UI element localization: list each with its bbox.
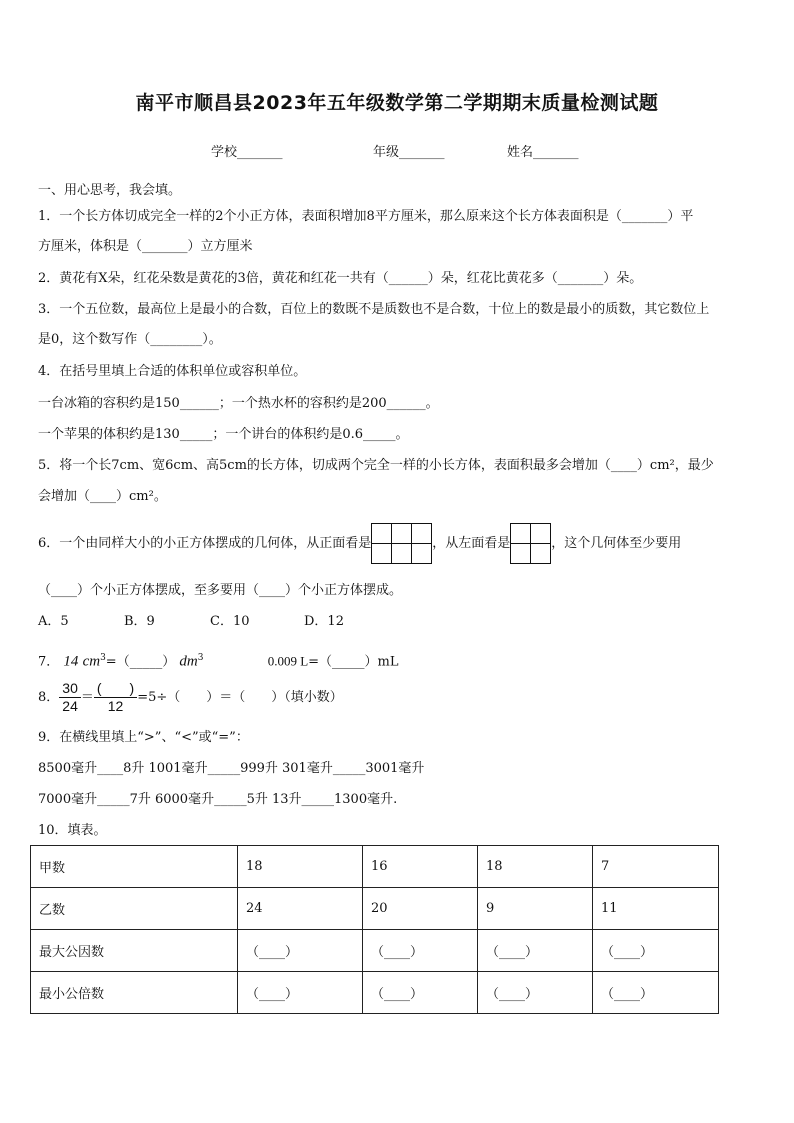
table-cell: 9: [478, 888, 593, 930]
answer-blank[interactable]: （____）: [363, 972, 478, 1014]
answer-blank[interactable]: （____）: [238, 930, 363, 972]
question-3-line-1: 3．一个五位数，最高位上是最小的合数，百位上的数既不是质数也不是合数，十位上的数是最小的质数，其它数位上: [38, 302, 710, 317]
row-label: 乙数: [31, 888, 238, 930]
fraction-2-numerator: ( ): [94, 680, 137, 698]
question-3-line-2: 是0，这个数写作（________）。: [38, 332, 222, 347]
fraction-30-24: [59, 680, 81, 715]
q7-blank-2: =（_____）mL: [308, 654, 399, 670]
question-7-number: 7．: [38, 654, 60, 670]
question-8: [38, 680, 343, 716]
options-row: [38, 614, 344, 630]
equals-sign: ＝: [80, 690, 94, 705]
table-row: [31, 930, 719, 972]
fraction-2-denominator: 12: [107, 698, 124, 714]
option-a: A．5: [38, 614, 69, 629]
section-heading: 一、用心思考，我会填。: [38, 183, 182, 198]
front-view-grid: [371, 523, 432, 564]
table-cell: 20: [363, 888, 478, 930]
table-cell: 16: [363, 846, 478, 888]
question-9-b: 7000毫升_____7升 6000毫升_____5升 13升_____1300毫升.: [38, 792, 398, 807]
question-5-line-1: 5．将一个长7cm、宽6cm、高5cm的长方体，切成两个完全一样的小长方体，表面积最多会增加（____）cm²，最少: [38, 458, 714, 473]
question-9-a: 8500毫升____8升 1001毫升_____999升 301毫升_____3001毫升: [38, 761, 425, 776]
q7-value-2: 0.009 L: [267, 653, 309, 669]
option-b: B．9: [124, 614, 155, 629]
table-row: [31, 972, 719, 1014]
answer-blank[interactable]: （____）: [238, 972, 363, 1014]
question-6-line-2: （____）个小正方体摆成，至多要用（____）个小正方体摆成。: [38, 583, 403, 598]
q7-unit-dm-exponent: 3: [197, 653, 204, 663]
fraction-1-numerator: 30: [59, 680, 81, 698]
answer-blank[interactable]: （____）: [363, 930, 478, 972]
question-8-number: 8．: [38, 690, 60, 705]
question-7: [38, 648, 399, 672]
answer-blank[interactable]: （____）: [593, 930, 719, 972]
q7-unit-dm: dm: [179, 653, 198, 670]
row-label: 甲数: [31, 846, 238, 888]
row-label: 最小公倍数: [31, 972, 238, 1014]
question-6-part-1: 6．一个由同样大小的小正方体摆成的几何体，从正面看是: [38, 536, 372, 551]
question-9: 9．在横线里填上“>”、“<”或“=”：: [38, 730, 249, 745]
row-label: 最大公因数: [31, 930, 238, 972]
q7-unit-cm: cm: [82, 653, 101, 670]
table-cell: 7: [593, 846, 719, 888]
question-2: 2．黄花有X朵，红花朵数是黄花的3倍，黄花和红花一共有（______）朵，红花比黄花多（_______）朵。: [38, 271, 643, 286]
table-row: [31, 846, 719, 888]
q7-unit-cm-exponent: 3: [100, 653, 106, 663]
answer-blank[interactable]: （____）: [478, 930, 593, 972]
table-row: [31, 888, 719, 930]
question-5-line-2: 会增加（____）cm²。: [38, 489, 167, 504]
q7-blank-1: =（_____）: [105, 654, 176, 670]
grade-field: 年级_______: [373, 145, 445, 160]
question-4: 4．在括号里填上合适的体积单位或容积单位。: [38, 364, 307, 379]
question-4-a: 一台冰箱的容积约是150______；一个热水杯的容积约是200______。: [38, 396, 439, 411]
option-c: C．10: [210, 614, 250, 629]
option-d: D．12: [304, 614, 344, 629]
question-1-line-1: 1．一个长方体切成完全一样的2个小正方体，表面积增加8平方厘米，那么原来这个长方体表面积是（_______）平: [38, 209, 694, 224]
fraction-blank-12: [94, 680, 137, 715]
page-title: 南平市顺昌县2023年五年级数学第二学期期末质量检测试题: [135, 92, 659, 114]
table-cell: 11: [593, 888, 719, 930]
answer-blank[interactable]: （____）: [478, 972, 593, 1014]
table-cell: 18: [238, 846, 363, 888]
question-6-part-3: ，这个几何体至少要用: [551, 536, 682, 551]
school-field: 学校_______: [211, 145, 283, 160]
question-4-b: 一个苹果的体积约是130_____；一个讲台的体积约是0.6_____。: [38, 427, 409, 442]
left-view-grid: [510, 523, 551, 564]
name-field: 姓名_______: [507, 145, 579, 160]
question-10: 10．填表。: [38, 823, 107, 838]
question-6-part-2: ，从左面看是: [432, 536, 511, 551]
table-cell: 24: [238, 888, 363, 930]
answer-blank[interactable]: （____）: [593, 972, 719, 1014]
q7-value-1: 14: [63, 653, 79, 670]
fraction-1-denominator: 24: [62, 698, 78, 714]
question-1-line-2: 方厘米，体积是（_______）立方厘米: [38, 239, 253, 254]
fill-table: [30, 845, 719, 1014]
question-6-line-1: [38, 523, 681, 565]
table-cell: 18: [478, 846, 593, 888]
question-8-rest: =5÷（ ）＝（ ）（填小数）: [137, 690, 343, 705]
